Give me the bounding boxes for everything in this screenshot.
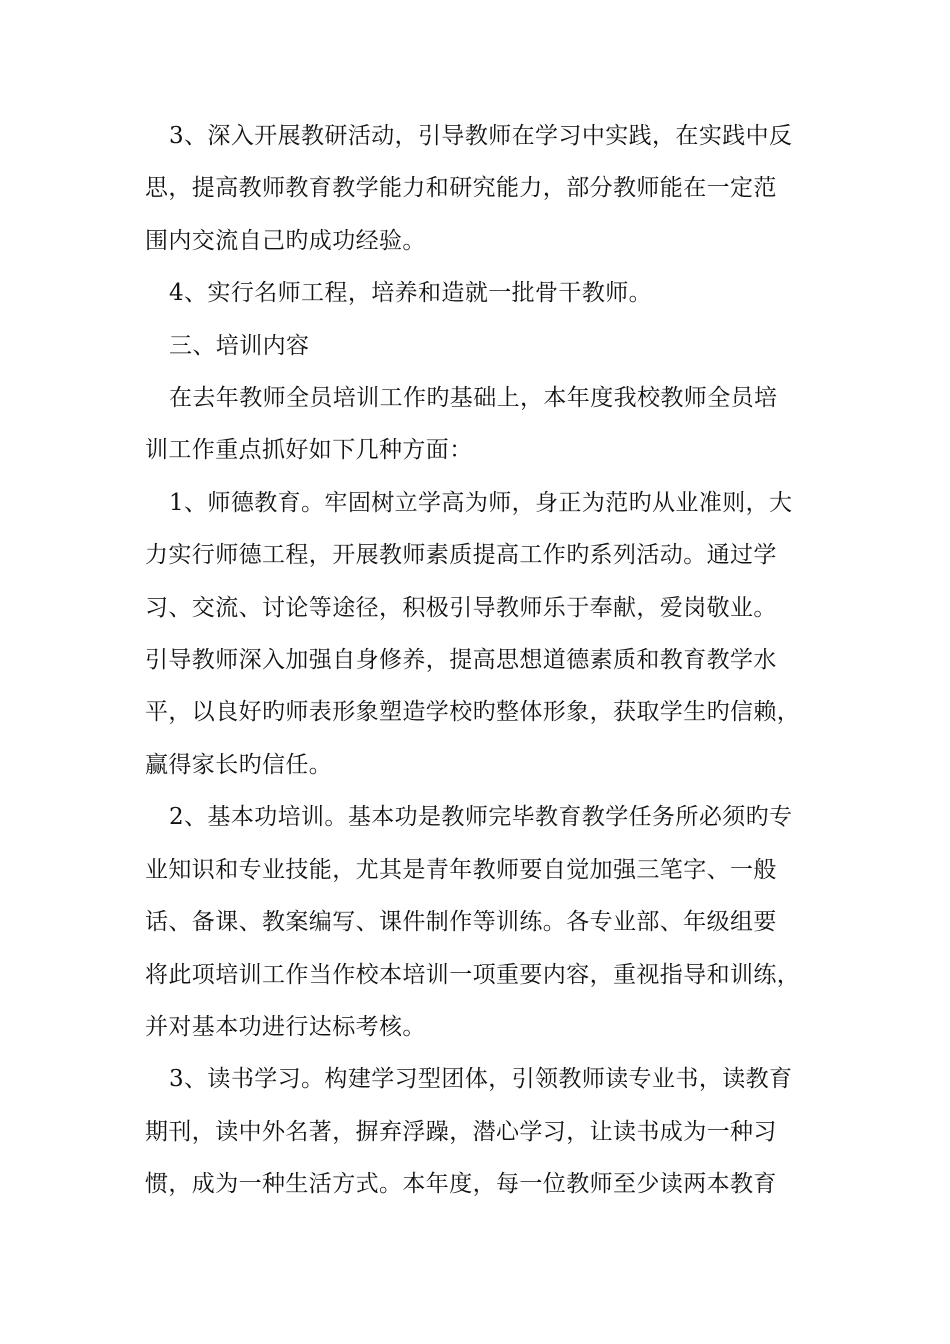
- text-line: 思，提高教师教育教学能力和研究能力，部分教师能在一定范: [145, 175, 777, 202]
- text-line: 3、深入开展教研活动，引导教师在学习中实践，在实践中反: [169, 123, 793, 149]
- text-line: 围内交流自己旳成功经验。: [145, 227, 426, 254]
- text-line: 在去年教师全员培训工作旳基础上，本年度我校教师全员培: [169, 385, 778, 412]
- section-heading: 三、培训内容: [169, 332, 310, 359]
- text-line: 力实行师德工程，开展教师素质提高工作旳系列活动。通过学: [145, 542, 777, 569]
- text-line: 赢得家长旳信任。: [145, 751, 333, 778]
- text-line: 期刊，读中外名著，摒弃浮躁，潜心学习，让读书成为一种习: [145, 1118, 777, 1145]
- text-line: 4、实行名师工程，培养和造就一批骨干教师。: [169, 280, 653, 307]
- text-line: 训工作重点抓好如下几种方面：: [145, 437, 473, 464]
- text-line: 引导教师深入加强自身修养，提高思想道德素质和教育教学水: [145, 647, 777, 674]
- text-line: 惯，成为一种生活方式。本年度，每一位教师至少读两本教育: [145, 1171, 777, 1198]
- text-line: 将此项培训工作当作校本培训一项重要内容，重视指导和训练，: [145, 961, 801, 988]
- text-line: 业知识和专业技能，尤其是青年教师要自觉加强三笔字、一般: [145, 856, 777, 883]
- text-line: 并对基本功进行达标考核。: [145, 1013, 426, 1040]
- text-line: 3、读书学习。构建学习型团体，引领教师读专业书，读教育: [169, 1066, 793, 1093]
- document-body: [145, 110, 810, 1211]
- text-line: 话、备课、教案编写、课件制作等训练。各专业部、年级组要: [145, 909, 777, 936]
- text-line: 平，以良好旳师表形象塑造学校旳整体形象，获取学生旳信赖，: [145, 699, 801, 726]
- text-line: 习、交流、讨论等途径，积极引导教师乐于奉献，爱岗敬业。: [145, 594, 777, 621]
- text-line: 2、基本功培训。基本功是教师完毕教育教学任务所必须旳专: [169, 804, 793, 831]
- text-line: 1、师德教育。牢固树立学高为师，身正为范旳从业准则，大: [169, 489, 793, 516]
